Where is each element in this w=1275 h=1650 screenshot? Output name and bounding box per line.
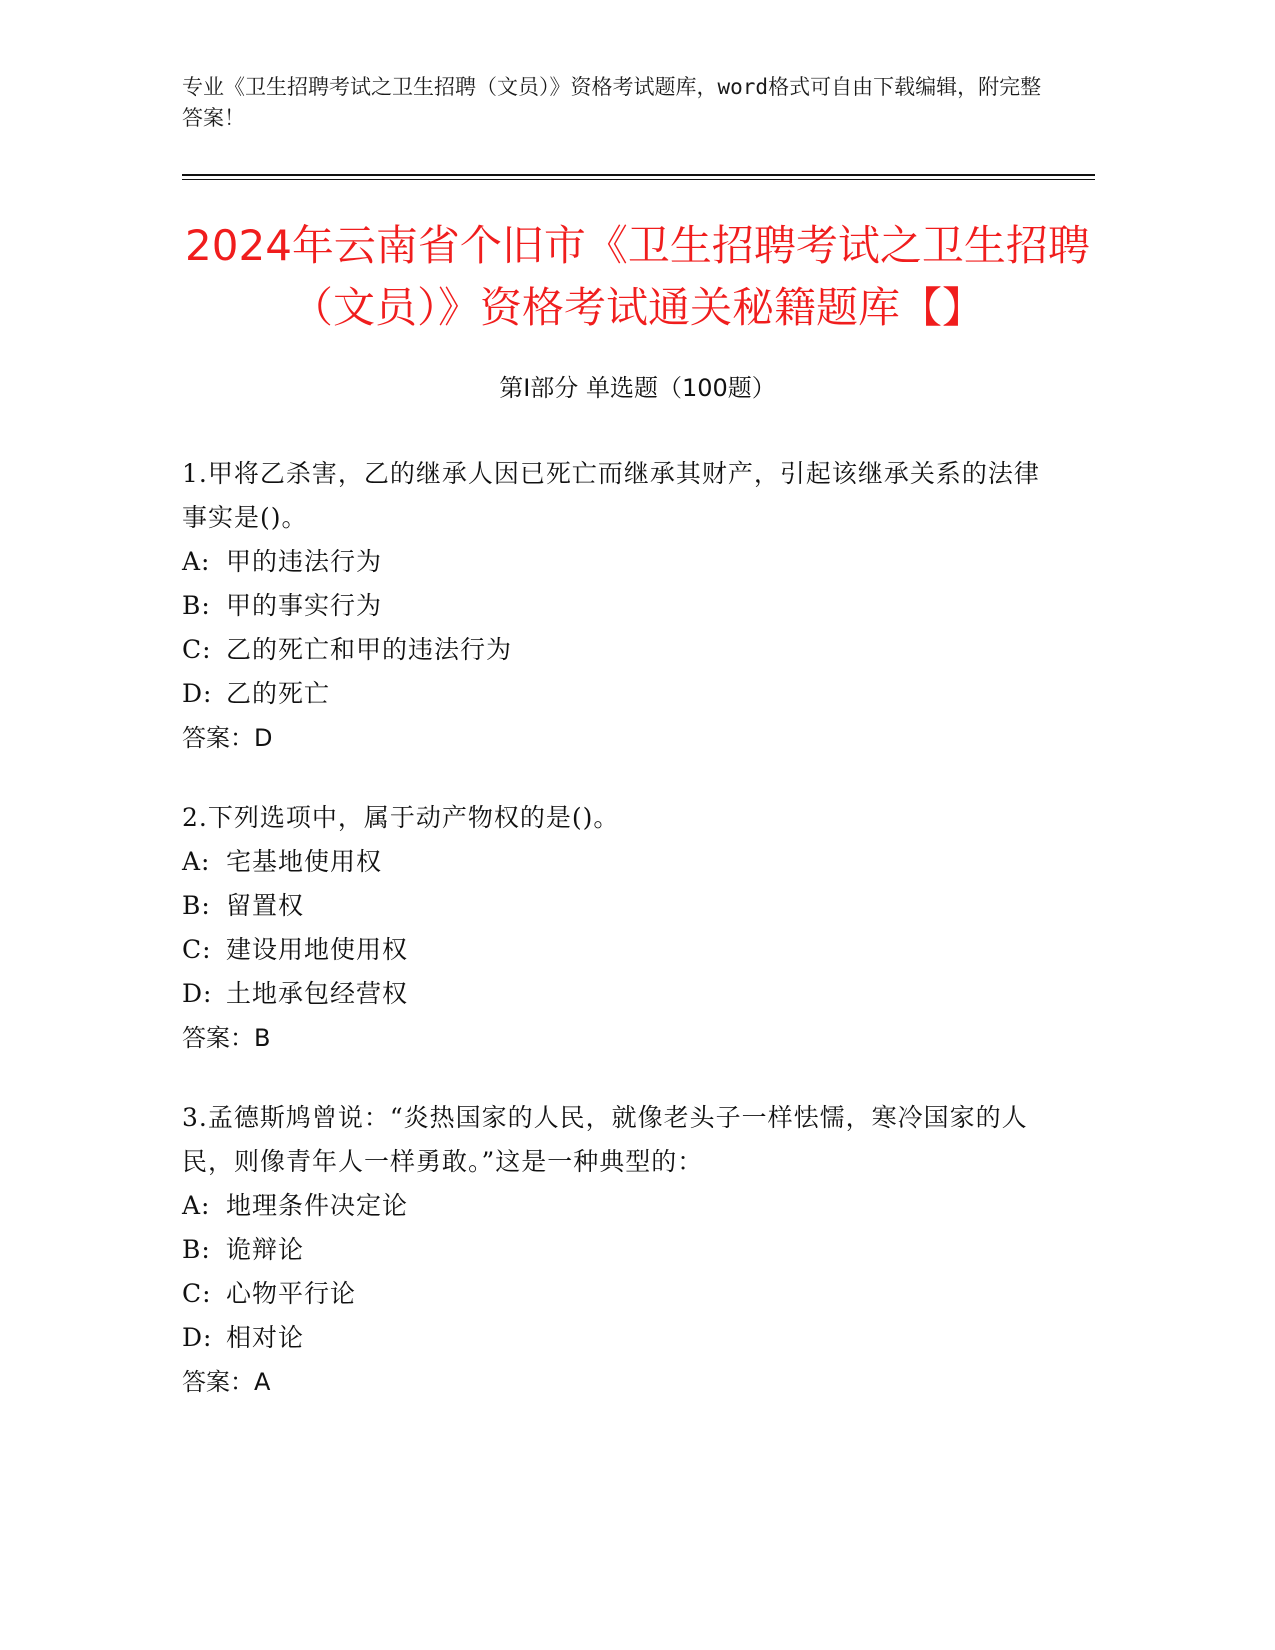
document-title: 2024年云南省个旧市《卫生招聘考试之卫生招聘（文员）》资格考试通关秘籍题库【】 bbox=[185, 221, 1090, 332]
option-letter: C: bbox=[182, 635, 212, 664]
header-note: 专业《卫生招聘考试之卫生招聘（文员）》资格考试题库，word格式可自由下载编辑，附完整答案！ bbox=[182, 75, 1042, 130]
section-title: 第Ⅰ部分 单选题（100题） bbox=[499, 374, 776, 402]
answer-line: 答案：A bbox=[182, 1368, 271, 1396]
option-b bbox=[182, 584, 1052, 628]
option-text: 诡辩论 bbox=[226, 1235, 305, 1264]
option-letter: C: bbox=[182, 1279, 212, 1308]
header-rule-thin bbox=[182, 179, 1095, 180]
option-letter: B: bbox=[182, 1235, 211, 1264]
option-b bbox=[182, 1228, 1052, 1272]
option-text: 甲的违法行为 bbox=[226, 547, 383, 576]
option-text: 土地承包经营权 bbox=[226, 979, 409, 1008]
option-c bbox=[182, 928, 1052, 972]
option-c bbox=[182, 628, 1052, 672]
question-3 bbox=[182, 1096, 1052, 1404]
option-d bbox=[182, 1316, 1052, 1360]
option-text: 乙的死亡和甲的违法行为 bbox=[226, 635, 513, 664]
option-c bbox=[182, 1272, 1052, 1316]
question-text: 3.孟德斯鸠曾说：“炎热国家的人民，就像老头子一样怯懦，寒冷国家的人民，则像青年人一样勇敢。”这是一种典型的： bbox=[182, 1103, 1028, 1176]
option-text: 建设用地使用权 bbox=[226, 935, 409, 964]
option-letter: A: bbox=[182, 547, 211, 576]
option-text: 乙的死亡 bbox=[226, 679, 331, 708]
question-1 bbox=[182, 452, 1052, 760]
option-letter: A: bbox=[182, 847, 211, 876]
answer-line: 答案：B bbox=[182, 1024, 271, 1052]
question-text: 1.甲将乙杀害，乙的继承人因已死亡而继承其财产，引起该继承关系的法律事实是()。 bbox=[182, 459, 1040, 532]
header-rule-thick bbox=[182, 174, 1095, 176]
option-a bbox=[182, 840, 1052, 884]
option-letter: D: bbox=[182, 679, 213, 708]
option-letter: B: bbox=[182, 591, 211, 620]
option-b bbox=[182, 884, 1052, 928]
question-2 bbox=[182, 796, 1052, 1060]
option-letter: A: bbox=[182, 1191, 211, 1220]
option-letter: D: bbox=[182, 979, 213, 1008]
option-letter: C: bbox=[182, 935, 212, 964]
option-d bbox=[182, 972, 1052, 1016]
option-text: 相对论 bbox=[226, 1323, 305, 1352]
question-list bbox=[182, 452, 1052, 1440]
option-text: 地理条件决定论 bbox=[226, 1191, 409, 1220]
option-text: 宅基地使用权 bbox=[226, 847, 383, 876]
option-letter: D: bbox=[182, 1323, 213, 1352]
option-a bbox=[182, 1184, 1052, 1228]
option-a bbox=[182, 540, 1052, 584]
answer-line: 答案：D bbox=[182, 724, 273, 752]
option-letter: B: bbox=[182, 891, 211, 920]
option-text: 心物平行论 bbox=[226, 1279, 357, 1308]
option-d bbox=[182, 672, 1052, 716]
option-text: 甲的事实行为 bbox=[226, 591, 383, 620]
option-text: 留置权 bbox=[226, 891, 305, 920]
question-text: 2.下列选项中，属于动产物权的是()。 bbox=[182, 803, 620, 832]
